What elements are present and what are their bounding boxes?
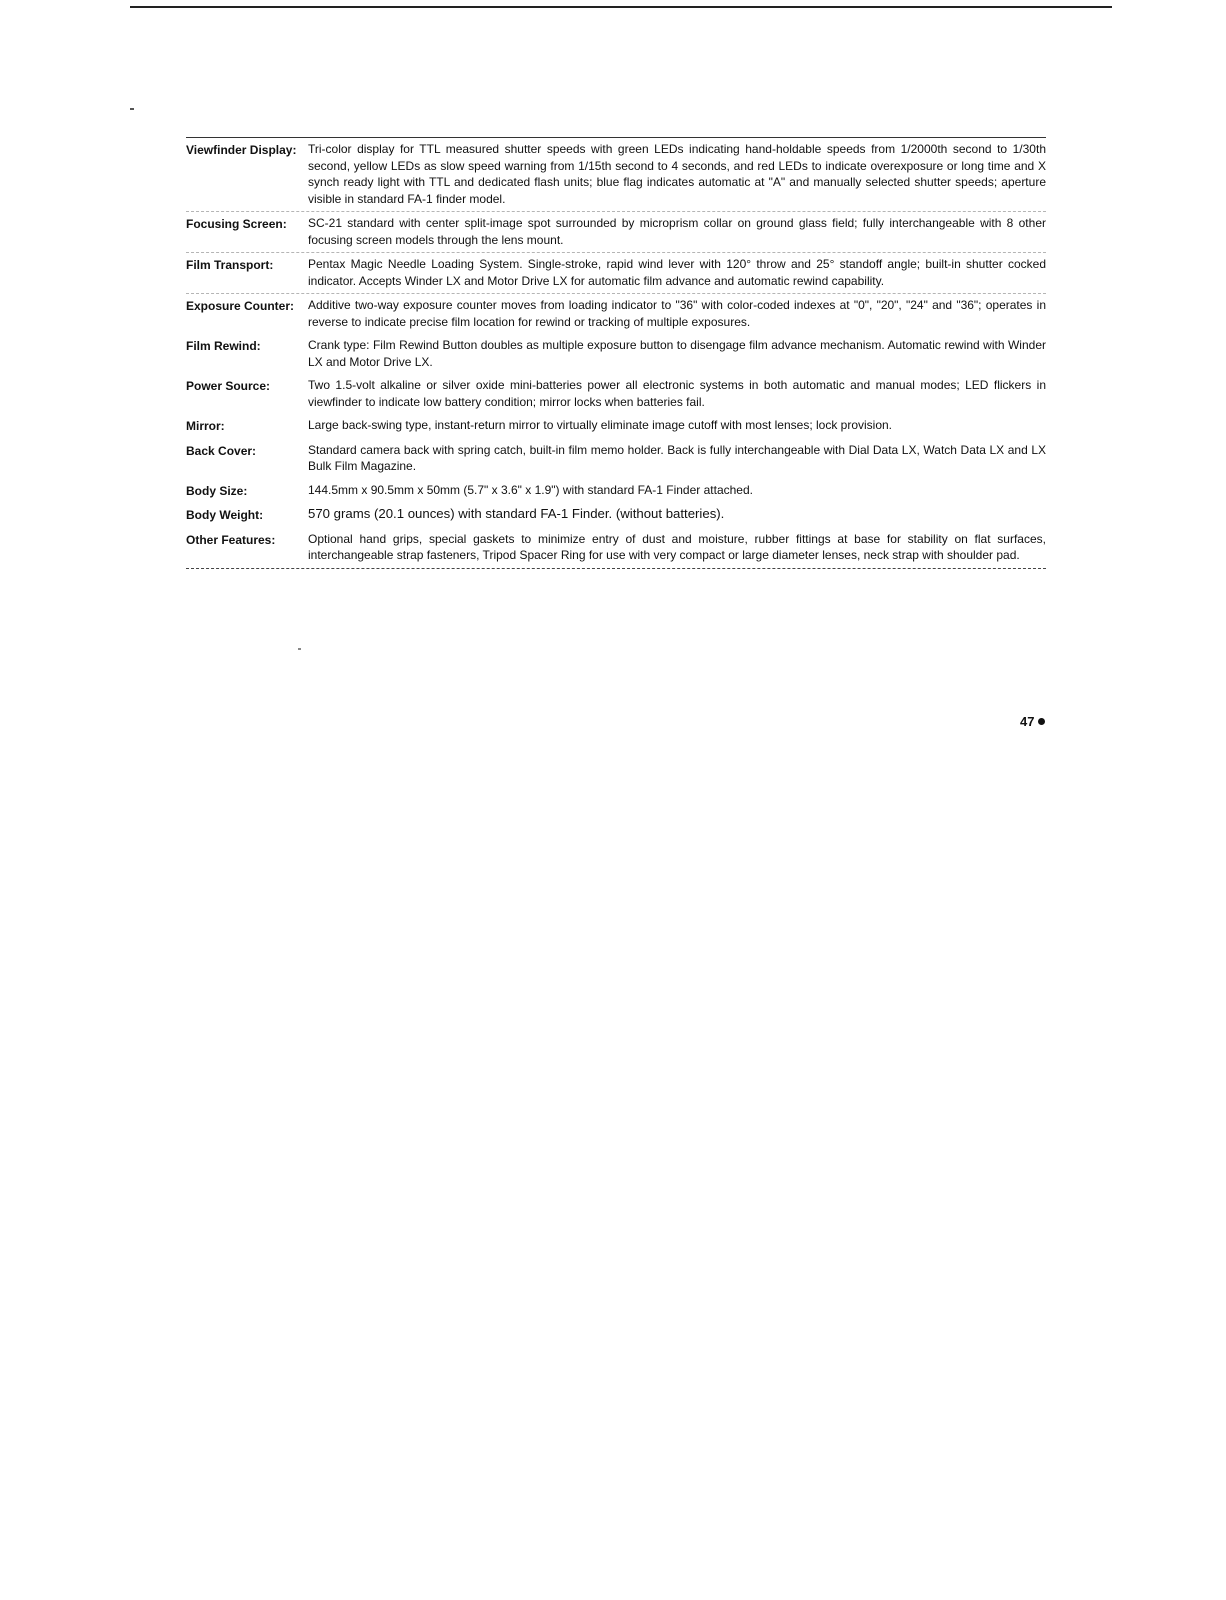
spec-label: Other Features: — [186, 532, 276, 547]
spec-row-mirror — [186, 414, 1046, 439]
spec-row-exposure-counter — [186, 294, 1046, 334]
spec-row-other-features — [186, 528, 1046, 569]
spec-value: Two 1.5-volt alkaline or silver oxide mini-batteries power all electronic systems in both automatic and manual modes; LED flickers in viewfinder to indicate low battery condition; mirror locks when batteries fail. — [308, 378, 1046, 409]
spec-row-focusing-screen — [186, 212, 1046, 253]
spec-value: Additive two-way exposure counter moves from loading indicator to "36" with color-coded indexes at "0", "20", "24" and "36"; operates in reverse to indicate precise film location for rewind or tracking of multiple exposures. — [308, 298, 1046, 329]
spec-label: Power Source: — [186, 379, 271, 393]
spec-row-viewfinder-display — [186, 138, 1046, 212]
spec-value: 144.5mm x 90.5mm x 50mm (5.7" x 3.6" x 1.9") with standard FA-1 Finder attached. — [308, 482, 753, 497]
spec-value: 570 grams (20.1 ounces) with standard FA-1 Finder. (without batteries). — [308, 506, 725, 521]
spec-label: Back Cover: — [186, 443, 257, 458]
spec-value: Pentax Magic Needle Loading System. Single-stroke, rapid wind lever with 120° throw and 25° standoff angle; built-in shutter cocked indicator. Accepts Winder LX and Motor Drive LX for automatic film advance and automatic rewind capability. — [308, 257, 1046, 288]
top-rule — [130, 6, 1112, 8]
spec-label: Viewfinder Display: — [186, 143, 297, 157]
spec-label: Exposure Counter: — [186, 299, 295, 313]
spec-value: Optional hand grips, special gaskets to minimize entry of dust and moisture, rubber fittings at base for stability on flat surfaces, interchangeable strap fasteners, Tripod Spacer Ring for use with very compact or large diameter lenses, neck strap with shoulder pad. — [308, 531, 1046, 562]
spec-value: SC-21 standard with center split-image spot surrounded by microprism collar on ground glass field; fully interchangeable with 8 other focusing screen models through the lens mount. — [308, 216, 1046, 247]
spec-table — [186, 137, 1046, 569]
spec-label: Film Rewind: — [186, 339, 261, 353]
page-number-text: 47 — [1020, 714, 1035, 729]
spec-value: Crank type: Film Rewind Button doubles as multiple exposure button to disengage film advance mechanism. Automatic rewind with Winder LX and Motor Drive LX. — [308, 338, 1046, 369]
spec-row-film-rewind — [186, 334, 1046, 374]
spec-row-power-source — [186, 374, 1046, 414]
spec-row-back-cover — [186, 439, 1046, 479]
spec-value: Large back-swing type, instant-return mirror to virtually eliminate image cutoff with most lenses; lock provision. — [308, 418, 893, 432]
spec-value: Standard camera back with spring catch, built-in film memo holder. Back is fully interchangeable with Dial Data LX, Watch Data LX and LX Bulk Film Magazine. — [308, 442, 1046, 473]
spec-value: Tri-color display for TTL measured shutter speeds with green LEDs indicating hand-holdable speeds from 1/2000th second to 1/30th second, yellow LEDs as slow speed warning from 1/15th second to 4 seconds, and red LEDs to indicate overexposure or long time and X synch ready light with TTL and dedicated flash units; blue flag indicates automatic at "A" and manually selected shutter speeds; aperture visible in standard FA-1 finder model. — [308, 142, 1046, 206]
page-number — [1020, 714, 1045, 729]
spec-label: Film Transport: — [186, 258, 274, 272]
scan-mark — [130, 108, 134, 110]
spec-label: Mirror: — [186, 419, 225, 433]
spec-row-body-weight — [186, 503, 1046, 528]
spec-row-body-size — [186, 479, 1046, 504]
spec-label: Focusing Screen: — [186, 217, 287, 231]
scan-dot — [298, 648, 301, 650]
spec-row-film-transport — [186, 253, 1046, 294]
spec-label: Body Size: — [186, 483, 248, 498]
bullet-icon — [1038, 718, 1045, 725]
spec-label: Body Weight: — [186, 508, 264, 522]
